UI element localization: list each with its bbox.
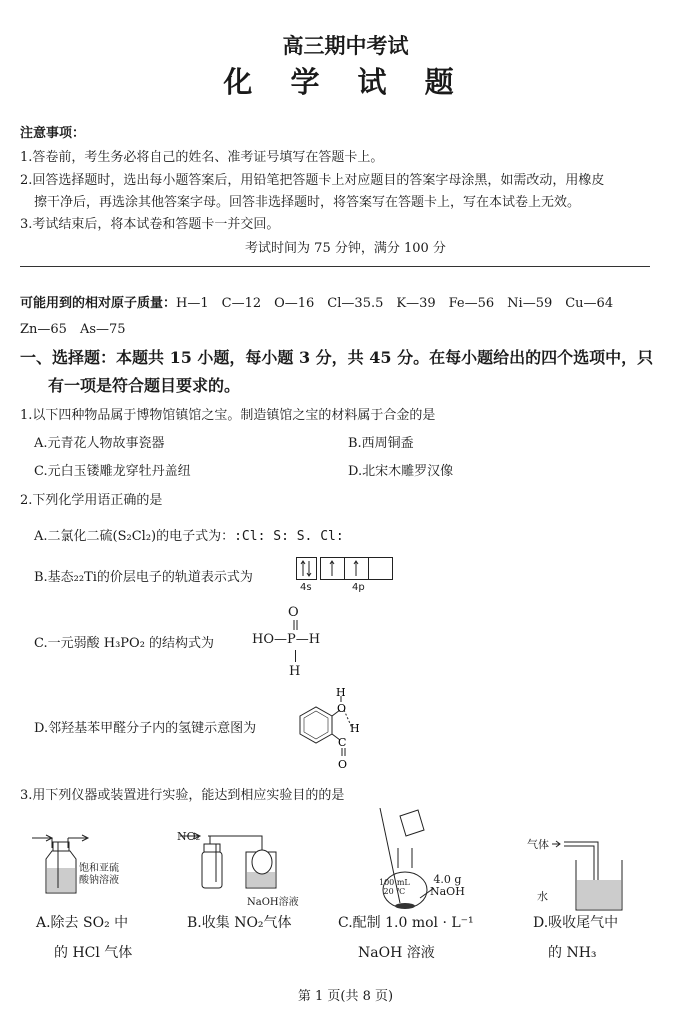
- q3-option-d: D.吸收尾气中: [533, 915, 619, 931]
- q2-option-b: B.基态₂₂Ti的价层电子的轨道表示式为: [34, 570, 253, 585]
- struct-top-o: O: [288, 605, 299, 620]
- q3-option-a-cont: 的 HCl 气体: [54, 945, 133, 961]
- apparatus-c: [370, 808, 450, 918]
- q2-a-text: A.二氯化二硫(S₂Cl₂)的电子式为：: [34, 529, 235, 544]
- atomic-masses-values: H—1 C—12 O—16 Cl—35.5 K—39 Fe—56 Ni—59 Cu—64: [176, 296, 614, 311]
- exam-time: 考试时间为 75 分钟，满分 100 分: [245, 241, 446, 256]
- q3-option-c-cont: NaOH 溶液: [358, 945, 435, 961]
- q2-a-formula: :Cl: S: S. Cl:: [234, 529, 344, 544]
- atomic-masses-label: 可能用到的相对原子质量：: [20, 296, 177, 311]
- q1-stem: 1.以下四种物品属于博物馆镇馆之宝。制造镇馆之宝的材料属于合金的是: [20, 408, 436, 423]
- atom-o1: O: [337, 702, 347, 715]
- struct-main: HO—P—H: [252, 632, 321, 647]
- q3-option-c: C.配制 1.0 mol · L⁻¹: [338, 915, 474, 931]
- flask-volume: 100 mL: [379, 878, 410, 887]
- q1-option-b: B.西周铜盉: [348, 436, 414, 451]
- apparatus-d-gas: 气体: [527, 838, 549, 851]
- reagent-name: NaOH: [430, 885, 465, 898]
- atomic-masses-line2: Zn—65 As—75: [20, 322, 126, 337]
- apparatus-d-water: 水: [537, 890, 548, 903]
- notice-heading: 注意事项：: [20, 126, 86, 141]
- notice-item-2: 2.回答选择题时，选出每小题答案后，用铅笔把答题卡上对应题目的答案字母涂黑，如需改动，用橡皮: [20, 173, 605, 188]
- q2-stem: 2.下列化学用语正确的是: [20, 493, 163, 508]
- q2-option-d: D.邻羟基苯甲醛分子内的氢键示意图为: [34, 721, 257, 736]
- notice-item-3: 3.考试结束后，将本试卷和答题卡一并交回。: [20, 217, 280, 232]
- q1-option-a: A.元青花人物故事瓷器: [34, 436, 165, 451]
- section-heading: 一、选择题：本题共 15 小题，每小题 3 分，共 45 分。在每小题给出的四个选项中，只: [20, 348, 654, 367]
- divider: [20, 266, 650, 267]
- struct-bottom-h: H: [289, 664, 301, 679]
- reagent-label: [430, 874, 465, 898]
- hydrogen-bond-diagram: [290, 688, 370, 768]
- flask-label: [379, 878, 410, 896]
- atom-h2: H: [350, 722, 360, 735]
- q1-option-d: D.北宋木雕罗汉像: [348, 464, 454, 479]
- q3-stem: 3.用下列仪器或装置进行实验，能达到相应实验目的的是: [20, 788, 345, 803]
- atomic-masses-line1: [20, 292, 613, 311]
- q3-option-b: B.收集 NO₂气体: [187, 915, 292, 931]
- q2-option-c: C.一元弱酸 H₃PO₂ 的结构式为: [34, 636, 215, 651]
- apparatus-b-gas: NO₂: [177, 830, 201, 843]
- atom-h1: H: [336, 688, 346, 699]
- reagent-mass: 4.0 g: [433, 873, 462, 886]
- q1-option-c: C.元白玉镂雕龙穿牡丹盖纽: [34, 464, 191, 479]
- flask-temp: 20 ℃: [383, 887, 406, 896]
- section-heading-cont: 有一项是符合题目要求的。: [48, 376, 241, 395]
- exam-title: 化 学 试 题: [223, 65, 468, 99]
- notice-item-1: 1.答卷前，考生务必将自己的姓名、准考证号填写在答题卡上。: [20, 150, 384, 165]
- orbital-label-4s: 4s: [300, 582, 312, 593]
- apparatus-b: [180, 832, 280, 922]
- label-line: 饱和亚硫: [79, 863, 119, 874]
- page-number: 第 1 页(共 8 页): [297, 989, 394, 1004]
- atom-c: C: [338, 736, 347, 749]
- q3-option-a: A.除去 SO₂ 中: [36, 915, 129, 931]
- apparatus-b-label: NaOH溶液: [247, 897, 299, 908]
- atom-o2: O: [338, 758, 348, 768]
- apparatus-d: [552, 836, 632, 916]
- q3-option-d-cont: 的 NH₃: [548, 945, 597, 961]
- notice-item-2-cont: 擦干净后，再选涂其他答案字母。回答非选择题时，将答案写在答题卡上，写在本试卷上无效。: [34, 195, 581, 210]
- q2-option-a: [34, 525, 344, 544]
- label-line: 酸钠溶液: [79, 875, 119, 886]
- exam-subtitle: 高三期中考试: [282, 33, 409, 58]
- orbital-label-4p: 4p: [352, 582, 365, 593]
- apparatus-a-label: [79, 863, 119, 887]
